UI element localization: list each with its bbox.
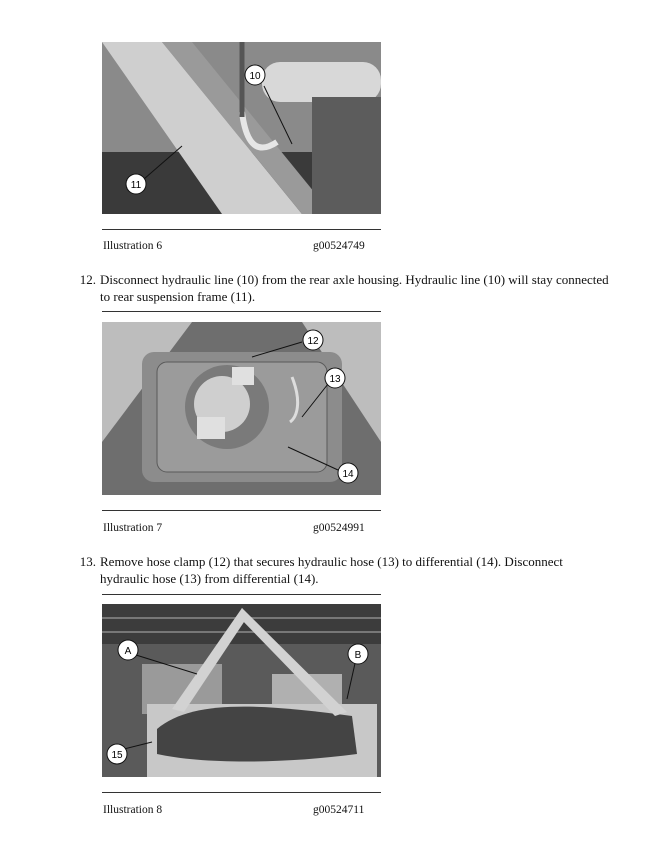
step-number: 13. [79,554,96,569]
illustration-7-caption: Illustration 7 [103,522,163,534]
step-13 [72,553,612,587]
callout-14 [338,463,358,483]
callout-12 [303,330,323,350]
callout-10 [245,65,265,85]
callout-13 [325,368,345,388]
svg-text:10: 10 [249,71,261,82]
step-12 [72,271,612,305]
caption-rule [102,510,381,511]
illustration-8-code: g00524711 [313,804,365,816]
illustration-6-photo [102,42,381,214]
figure-rule [102,311,381,312]
illustration-6-code: g00524749 [313,240,365,252]
figure-rule [102,594,381,595]
callout-15 [107,744,127,764]
caption-rule [102,229,381,230]
callout-11 [126,174,146,194]
svg-text:B: B [354,650,362,661]
illustration-8-caption: Illustration 8 [103,804,163,816]
caption-rule [102,792,381,793]
step-number: 12. [79,272,96,287]
step-text: Disconnect hydraulic line (10) from the rear axle housing. Hydraulic line (10) will stay connected to rear suspension frame (11). [100,272,609,304]
illustration-8-photo [102,604,381,777]
step-text: Remove hose clamp (12) that secures hydraulic hose (13) to differential (14). Disconnect hydraulic hose (13) from differential (14). [100,554,563,586]
illustration-7-photo [102,322,381,495]
svg-text:13: 13 [329,374,341,385]
svg-text:14: 14 [342,469,354,480]
callout-A [118,640,138,660]
svg-text:11: 11 [130,180,142,191]
illustration-6-caption: Illustration 6 [103,240,163,252]
callout-B [348,644,368,664]
svg-text:15: 15 [111,750,123,761]
illustration-7-code: g00524991 [313,522,365,534]
svg-text:A: A [124,646,132,657]
svg-text:12: 12 [307,336,319,347]
